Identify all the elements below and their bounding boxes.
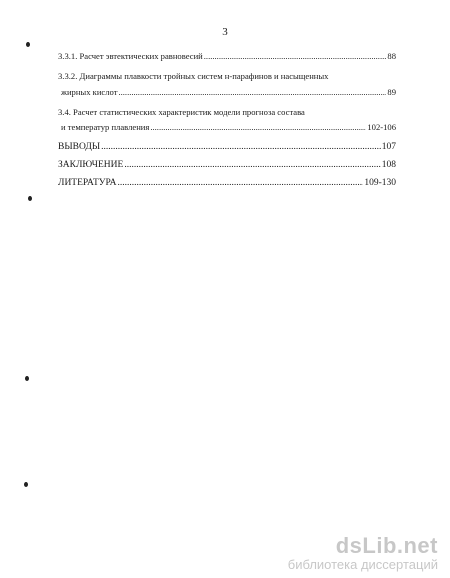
watermark xyxy=(288,533,438,572)
toc-entry-conclusions xyxy=(58,141,396,153)
watermark-logo: dsLib.net xyxy=(335,533,438,558)
toc-entry-3-3-1 xyxy=(58,50,396,62)
toc-leader-dots xyxy=(204,50,387,62)
toc-page: 108 xyxy=(381,160,396,170)
toc-page: 89 xyxy=(387,87,396,97)
toc-entry-references xyxy=(58,177,396,189)
toc-page: 102-106 xyxy=(367,122,396,132)
toc-leader-dots xyxy=(150,121,366,133)
toc-leader-dots xyxy=(118,86,386,98)
table-of-contents xyxy=(58,50,396,189)
scan-speck xyxy=(24,482,28,487)
toc-entry-3-4 xyxy=(58,106,396,133)
toc-label-line1: 3.4. Расчет статистических характеристик модели прогноза состава xyxy=(58,107,305,117)
toc-entry-3-3-2 xyxy=(58,70,396,98)
toc-label: и температур плавления xyxy=(61,122,150,132)
toc-leader-dots xyxy=(101,141,381,153)
toc-label: ВЫВОДЫ xyxy=(58,142,101,152)
toc-leader-dots xyxy=(124,159,380,171)
toc-label: ЛИТЕРАТУРА xyxy=(58,178,117,188)
toc-page: 88 xyxy=(387,51,396,61)
toc-label: жирных кислот xyxy=(61,87,118,97)
toc-page: 107 xyxy=(381,142,396,152)
toc-page: 109-130 xyxy=(364,178,396,188)
toc-label-line1: 3.3.2. Диаграммы плавкости тройных систем н-парафинов и насыщенных xyxy=(58,71,329,81)
toc-leader-dots xyxy=(117,177,363,189)
watermark-subtitle: библиотека диссертаций xyxy=(287,557,438,572)
toc-label: 3.3.1. Расчет эвтектических равновесий xyxy=(58,51,203,61)
scan-speck xyxy=(25,376,29,381)
toc-entry-summary xyxy=(58,159,396,171)
scan-speck xyxy=(26,42,30,47)
toc-label: ЗАКЛЮЧЕНИЕ xyxy=(58,160,124,170)
page-number: 3 xyxy=(222,26,228,38)
scan-speck xyxy=(28,196,32,201)
